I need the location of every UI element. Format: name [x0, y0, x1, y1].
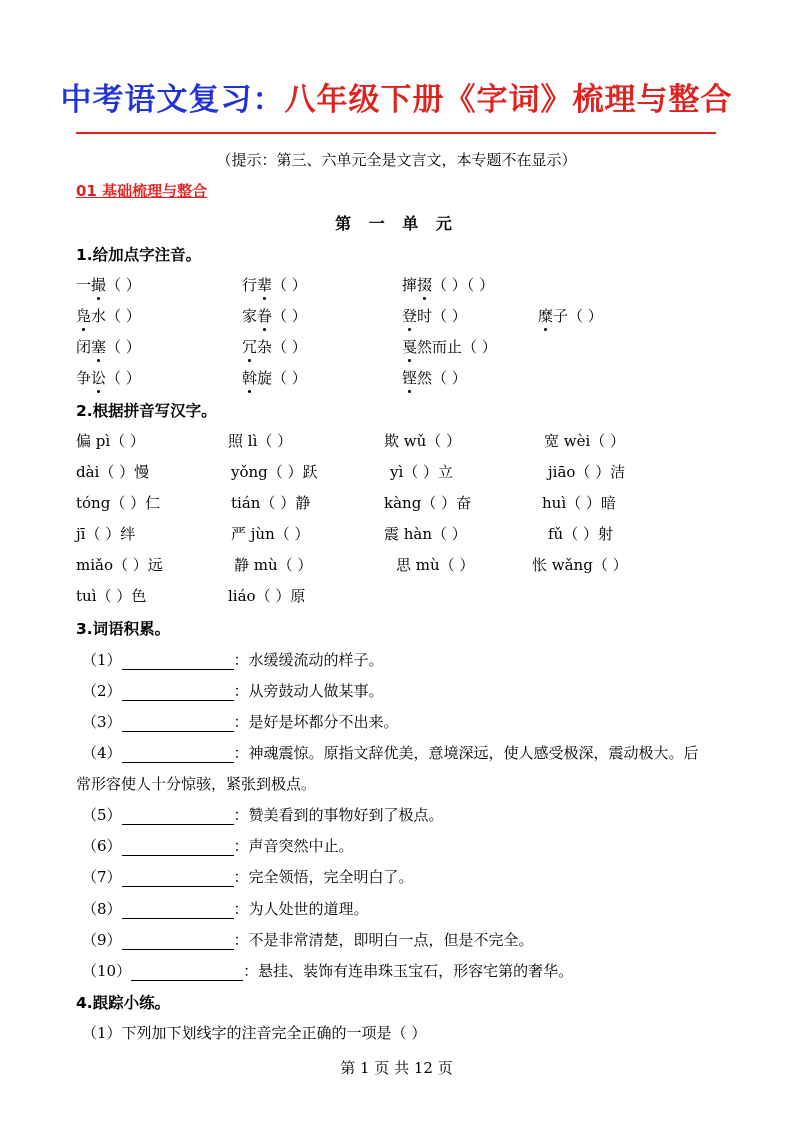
title-part-blue: 中考语文复习：: [60, 82, 285, 118]
q1-item: 闭塞（ ）: [76, 338, 141, 356]
q2-item: 照 lì（ ）: [228, 432, 293, 450]
q1-item: 登时（ ）: [402, 307, 467, 325]
q2-item: huì（ ）暗: [542, 494, 616, 512]
q3-item-9: （9） ：不是非常清楚，即明白一点，但是不完全。: [82, 931, 534, 949]
answer-blank[interactable]: [122, 684, 234, 701]
q2-item: yì（ ）立: [390, 463, 454, 481]
q4-item-1: （1）下列加下划线字的注音完全正确的一项是（ ）: [82, 1024, 427, 1042]
q2-item: 思 mù（ ）: [396, 556, 475, 574]
answer-blank[interactable]: [122, 715, 234, 732]
answer-blank[interactable]: [122, 933, 234, 950]
q3-item-3: （3） ：是好是坏都分不出来。: [82, 713, 399, 731]
q2-item: jī（ ）绊: [76, 525, 136, 543]
q1-item: 冗杂（ ）: [242, 338, 307, 356]
q1-item: 斡旋（ ）: [242, 369, 307, 387]
q1-item: 行辈（ ）: [242, 276, 307, 294]
q1-heading: 1.给加点字注音。: [76, 246, 202, 264]
q2-item: kàng（ ）奋: [384, 494, 472, 512]
q3-item-4-continued: 常形容使人十分惊骇，紧张到极点。: [76, 775, 317, 793]
q1-item: 争讼（ ）: [76, 369, 141, 387]
q3-item-4: （4） ：神魂震惊。原指文辞优美，意境深远，使人感受极深，震动极大。后: [82, 744, 699, 762]
tip-note: （提示：第三、六单元全是文言文，本专题不在显示）: [216, 151, 577, 169]
q4-heading: 4.跟踪小练。: [76, 994, 171, 1012]
answer-blank[interactable]: [122, 870, 234, 887]
q1-item: 家眷（ ）: [242, 307, 307, 325]
q2-item: 欺 wǔ（ ）: [384, 432, 462, 450]
title-divider: [76, 132, 716, 134]
q2-item: liáo（ ）原: [228, 587, 306, 605]
q2-heading: 2.根据拼音写汉字。: [76, 402, 217, 420]
unit-heading: 第 一 单 元: [335, 214, 458, 233]
q2-item: tuì（ ）色: [76, 587, 147, 605]
q1-item: 一撮（ ）: [76, 276, 141, 294]
q2-item: yǒng（ ）跃: [231, 463, 318, 481]
answer-blank[interactable]: [122, 839, 234, 856]
page-title: [0, 74, 793, 119]
q3-item-10: （10） ：悬挂、装饰有连串珠玉宝石，形容宅第的奢华。: [82, 962, 574, 980]
q1-item: 糜子（ ）: [538, 307, 603, 325]
title-part-red: 八年级下册《字词》梳理与整合: [284, 82, 733, 118]
q1-item: 戛然而止（ ）: [402, 338, 497, 356]
q3-item-7: （7） ：完全领悟，完全明白了。: [82, 868, 414, 886]
q3-item-2: （2） ：从旁鼓动人做某事。: [82, 682, 384, 700]
q2-item: 严 jùn（ ）: [231, 525, 310, 543]
q1-item: 凫水（ ）: [76, 307, 141, 325]
answer-blank[interactable]: [131, 964, 243, 981]
q2-item: 震 hàn（ ）: [384, 525, 467, 543]
q2-item: fǔ（ ）射: [548, 525, 613, 543]
answer-blank[interactable]: [122, 653, 234, 670]
q3-heading: 3.词语积累。: [76, 620, 171, 638]
answer-blank[interactable]: [122, 902, 234, 919]
q2-item: tián（ ）静: [231, 494, 311, 512]
q2-item: tóng（ ）仁: [76, 494, 161, 512]
q2-item: 怅 wǎng（ ）: [532, 556, 628, 574]
q3-item-5: （5） ：赞美看到的事物好到了极点。: [82, 806, 444, 824]
q2-item: miǎo（ ）远: [76, 556, 163, 574]
q2-item: 宽 wèi（ ）: [544, 432, 626, 450]
answer-blank[interactable]: [122, 746, 234, 763]
answer-blank[interactable]: [122, 808, 234, 825]
q2-item: 静 mù（ ）: [234, 556, 313, 574]
q3-item-1: （1） ：水缓缓流动的样子。: [82, 651, 384, 669]
q1-item: 铿然（ ）: [402, 369, 467, 387]
page-footer: 第 1 页 共 12 页: [340, 1059, 453, 1077]
q3-item-8: （8） ：为人处世的道理。: [82, 900, 369, 918]
section-heading: 01 基础梳理与整合: [76, 182, 208, 200]
q3-item-6: （6） ：声音突然中止。: [82, 837, 354, 855]
q2-item: jiāo（ ）洁: [548, 463, 626, 481]
q2-item: dài（ ）慢: [76, 463, 150, 481]
q1-item: 撺掇（ ）（ ）: [402, 276, 495, 294]
q2-item: 偏 pì（ ）: [76, 432, 145, 450]
